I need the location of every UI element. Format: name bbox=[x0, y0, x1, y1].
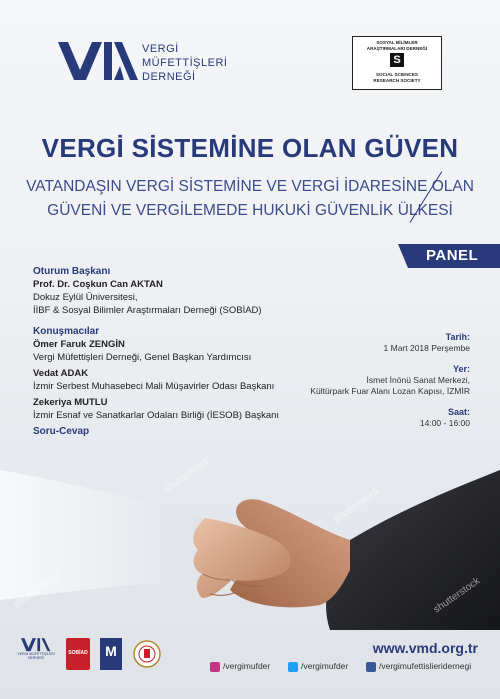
chair-affiliation-2: İİBF & Sosyal Bilimler Araştırmaları Derneği (SOBİAD) bbox=[33, 305, 262, 316]
website-link[interactable]: www.vmd.org.tr bbox=[372, 640, 478, 656]
watermark-text: shutterstock bbox=[331, 485, 383, 526]
speaker-role: İzmir Esnaf ve Sanatkarlar Odaları Birliği (İESOB) Başkanı bbox=[33, 410, 280, 421]
speakers-heading: Konuşmacılar bbox=[33, 326, 100, 337]
vmd-logo-text bbox=[142, 42, 252, 84]
date-value: 1 Mart 2018 Perşembe bbox=[383, 343, 470, 353]
sobiad-mini-logo bbox=[66, 638, 90, 670]
sobiad-logo-top-text bbox=[353, 40, 441, 52]
speaker-name: Zekeriya MUTLU bbox=[33, 397, 108, 408]
main-title: VERGİ SİSTEMİNE OLAN GÜVEN bbox=[41, 133, 459, 163]
time-label: Saat: bbox=[447, 407, 470, 417]
place-value-2: Kültürpark Fuar Alanı Lozan Kapısı, İZMİR bbox=[310, 386, 470, 396]
sobiad-bottom-line-1: SOCIAL SCIENCES bbox=[375, 72, 419, 77]
sobiad-bottom-line-2: RESEARCH SOCIETY bbox=[373, 78, 421, 83]
social-links bbox=[210, 661, 500, 675]
vmd-logo-mark bbox=[58, 42, 138, 84]
facebook-icon bbox=[366, 662, 376, 672]
instagram-link[interactable] bbox=[210, 661, 270, 672]
place-value-1: İsmet İnönü Sanat Merkezi, bbox=[366, 375, 470, 385]
subtitle: VATANDAŞIN VERGİ SİSTEMİNE VE VERGİ İDARESİNE OLAN GÜVENİ VE VERGİLEMEDE HUKUKİ GÜVENLİK ÜLKESİ bbox=[26, 178, 474, 219]
m-mini-logo bbox=[100, 638, 122, 670]
sobiad-top-line-1: SOSYAL BİLİMLER bbox=[376, 40, 418, 45]
watermark-text: shutterstock bbox=[11, 570, 63, 611]
speaker-name: Ömer Faruk ZENGİN bbox=[33, 339, 125, 350]
sobiad-logo bbox=[352, 36, 442, 90]
org-line-1: VERGİ bbox=[142, 43, 179, 55]
partner-logos bbox=[14, 638, 184, 672]
sobiad-s-mark: S bbox=[390, 53, 404, 67]
date-label: Tarih: bbox=[445, 332, 470, 342]
panel-label: PANEL bbox=[426, 247, 479, 264]
watermark-text: shutterstock bbox=[161, 455, 213, 496]
twitter-handle: /vergimufder bbox=[301, 661, 349, 671]
vmd-logo bbox=[58, 40, 248, 92]
chair-name: Prof. Dr. Coşkun Can AKTAN bbox=[33, 279, 163, 290]
facebook-handle: /vergimufettislieridernegi bbox=[379, 661, 472, 671]
panel-badge bbox=[408, 244, 500, 268]
org-line-2: MÜFETTİŞLERİ bbox=[142, 57, 228, 69]
sobiad-logo-bottom-text bbox=[353, 72, 441, 84]
time-value: 14:00 - 16:00 bbox=[419, 418, 470, 428]
instagram-handle: /vergimufder bbox=[223, 661, 271, 671]
handshake-image bbox=[0, 430, 500, 650]
sobiad-top-line-2: ARAŞTIRMALARI DERNEĞİ bbox=[366, 46, 428, 51]
speaker-role: İzmir Serbest Muhasebeci Mali Müşavirler Odası Başkanı bbox=[33, 381, 275, 392]
chair-affiliation-1: Dokuz Eylül Üniversitesi, bbox=[33, 292, 138, 303]
twitter-icon bbox=[288, 662, 298, 672]
speaker-role: Vergi Müfettişleri Derneği, Genel Başkan Yardımcısı bbox=[33, 352, 252, 363]
place-label: Yer: bbox=[452, 364, 470, 374]
instagram-icon bbox=[210, 662, 220, 672]
speaker-name: Vedat ADAK bbox=[33, 368, 89, 379]
facebook-link[interactable] bbox=[366, 661, 471, 672]
vmd-mini-text: VERGİ MÜFETTİŞLERİ DERNEĞİ bbox=[17, 652, 55, 660]
org-line-3: DERNEĞİ bbox=[142, 71, 196, 83]
seal-mini-logo bbox=[132, 638, 162, 670]
watermark-text: shutterstock bbox=[431, 575, 483, 616]
chair-heading: Oturum Başkanı bbox=[33, 266, 111, 277]
sobiad-mini-text: SOBİAD bbox=[68, 650, 88, 656]
twitter-link[interactable] bbox=[288, 661, 348, 672]
event-details bbox=[270, 332, 470, 429]
m-mini-text: M bbox=[105, 643, 117, 659]
vmd-mini-logo bbox=[14, 638, 58, 670]
qa-heading: Soru-Cevap bbox=[33, 426, 90, 437]
